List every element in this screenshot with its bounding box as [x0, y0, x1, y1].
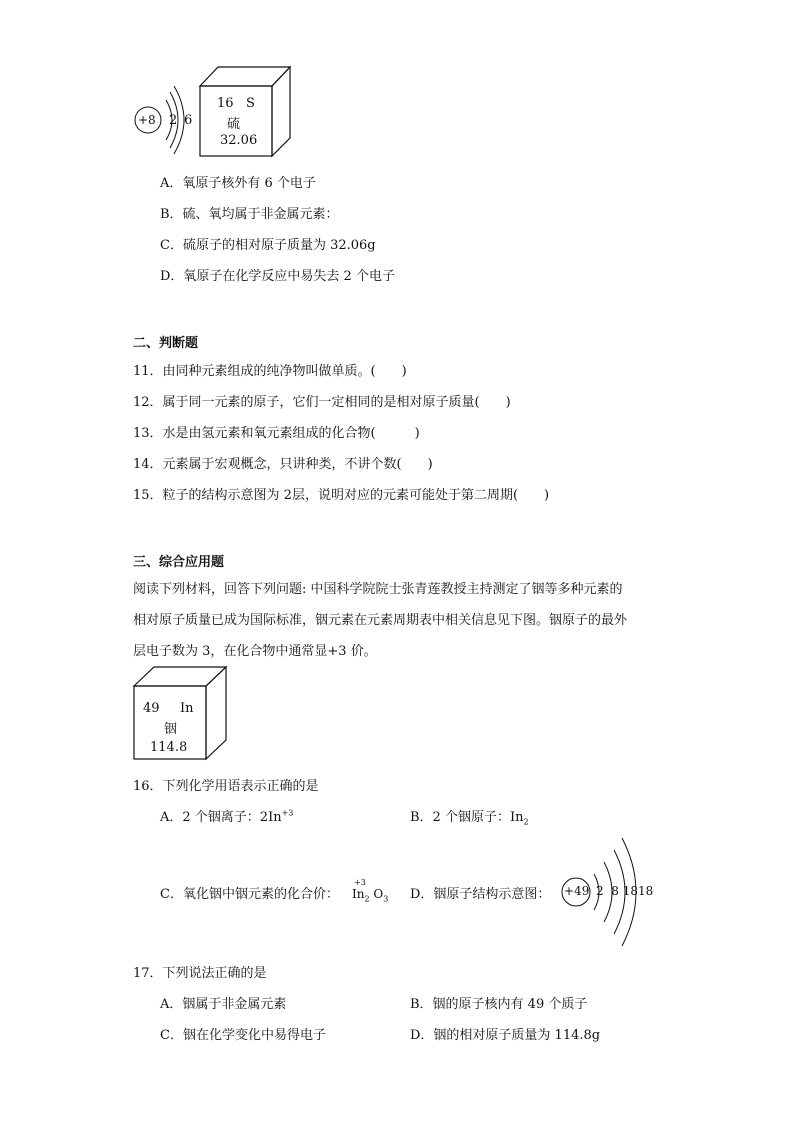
sulfur-oxygen-figure	[130, 62, 300, 160]
judgment-item-14: 14．元素属于宏观概念，只讲种类，不讲个数( )	[133, 457, 433, 472]
q16-option-b-subscript: 2	[523, 817, 529, 827]
section2-heading: 二、判断题	[133, 336, 199, 351]
q10-option-d[interactable]: D．氧原子在化学反应中易失去 2 个电子	[160, 269, 395, 284]
q16-option-d-text: D．铟原子结构示意图：	[410, 887, 551, 902]
indium-shell-counts: 2 8 1818	[596, 884, 654, 898]
q16-option-c-formula	[352, 887, 388, 903]
indium-atomic-number: 49	[143, 701, 160, 716]
section3-heading: 三、综合应用题	[133, 555, 225, 570]
q17-option-b[interactable]: B．铟的原子核内有 49 个质子	[410, 997, 588, 1012]
q16-option-b-text: B．2 个铟原子：In	[410, 810, 524, 825]
q17-stem: 17．下列说法正确的是	[133, 966, 267, 981]
q16-option-c-sub1: 2	[364, 894, 370, 904]
q16-option-c-text: C．氧化铟中铟元素的化合价：	[160, 887, 339, 902]
oxygen-shell-2-count: 6	[184, 113, 193, 128]
sulfur-atomic-mass: 32.06	[220, 133, 258, 148]
sulfur-box-top	[200, 67, 290, 86]
q16-option-a-charge: +3	[281, 808, 294, 818]
sulfur-symbol: S	[246, 96, 255, 111]
q17-option-a[interactable]: A．铟属于非金属元素	[160, 997, 287, 1012]
q16-option-d[interactable]	[410, 883, 550, 902]
q17-option-c[interactable]: C．铟在化学变化中易得电子	[160, 1028, 326, 1043]
reading-line-3: 层电子数为 3，在化合物中通常显+3 价。	[133, 644, 377, 659]
q16-option-c[interactable]	[160, 883, 339, 902]
judgment-item-15: 15．粒子的结构示意图为 2层，说明对应的元素可能处于第二周期( )	[133, 488, 550, 503]
q10-option-b[interactable]: B．硫、氧均属于非金属元素：	[160, 207, 339, 222]
q17-option-d[interactable]: D．铟的相对原子质量为 114.8g	[410, 1028, 601, 1043]
judgment-item-11: 11．由同种元素组成的纯净物叫做单质。( )	[133, 364, 407, 379]
indium-nucleus-charge: +49	[564, 884, 590, 898]
sulfur-box-side	[272, 67, 290, 156]
oxygen-nucleus-charge: +8	[138, 113, 156, 127]
q16-option-c-valence: +3	[354, 878, 366, 887]
sulfur-atomic-number: 16	[217, 96, 234, 111]
q16-option-a[interactable]	[160, 806, 293, 825]
oxygen-shell-1-count: 2	[169, 113, 178, 128]
q10-option-a[interactable]: A．氧原子核外有 6 个电子	[160, 176, 316, 191]
q10-option-c[interactable]: C．硫原子的相对原子质量为 32.06g	[160, 238, 376, 253]
indium-atomic-mass: 114.8	[150, 740, 188, 755]
indium-box-side	[206, 667, 226, 759]
q16-option-c-o: O	[373, 887, 384, 901]
indium-name: 铟	[164, 722, 178, 737]
judgment-item-12: 12．属于同一元素的原子，它们一定相同的是相对原子质量( )	[133, 395, 511, 410]
q16-option-c-in: In	[352, 887, 365, 901]
reading-line-2: 相对原子质量已成为国际标准，铟元素在元素周期表中相关信息见下图。铟原子的最外	[133, 613, 628, 628]
q16-stem: 16．下列化学用语表示正确的是	[133, 779, 319, 794]
judgment-item-13: 13．水是由氢元素和氧元素组成的化合物( )	[133, 426, 420, 441]
sulfur-name: 硫	[227, 117, 241, 132]
q16-option-b[interactable]	[410, 806, 529, 827]
indium-symbol: In	[180, 701, 194, 716]
q16-option-c-sub2: 3	[383, 894, 389, 904]
indium-box-top	[134, 667, 226, 686]
q16-option-a-text: A．2 个铟离子：2In	[160, 810, 282, 825]
reading-line-1: 阅读下列材料，回答下列问题: 中国科学院院士张青莲教授主持测定了铟等多种元素的	[133, 582, 623, 597]
